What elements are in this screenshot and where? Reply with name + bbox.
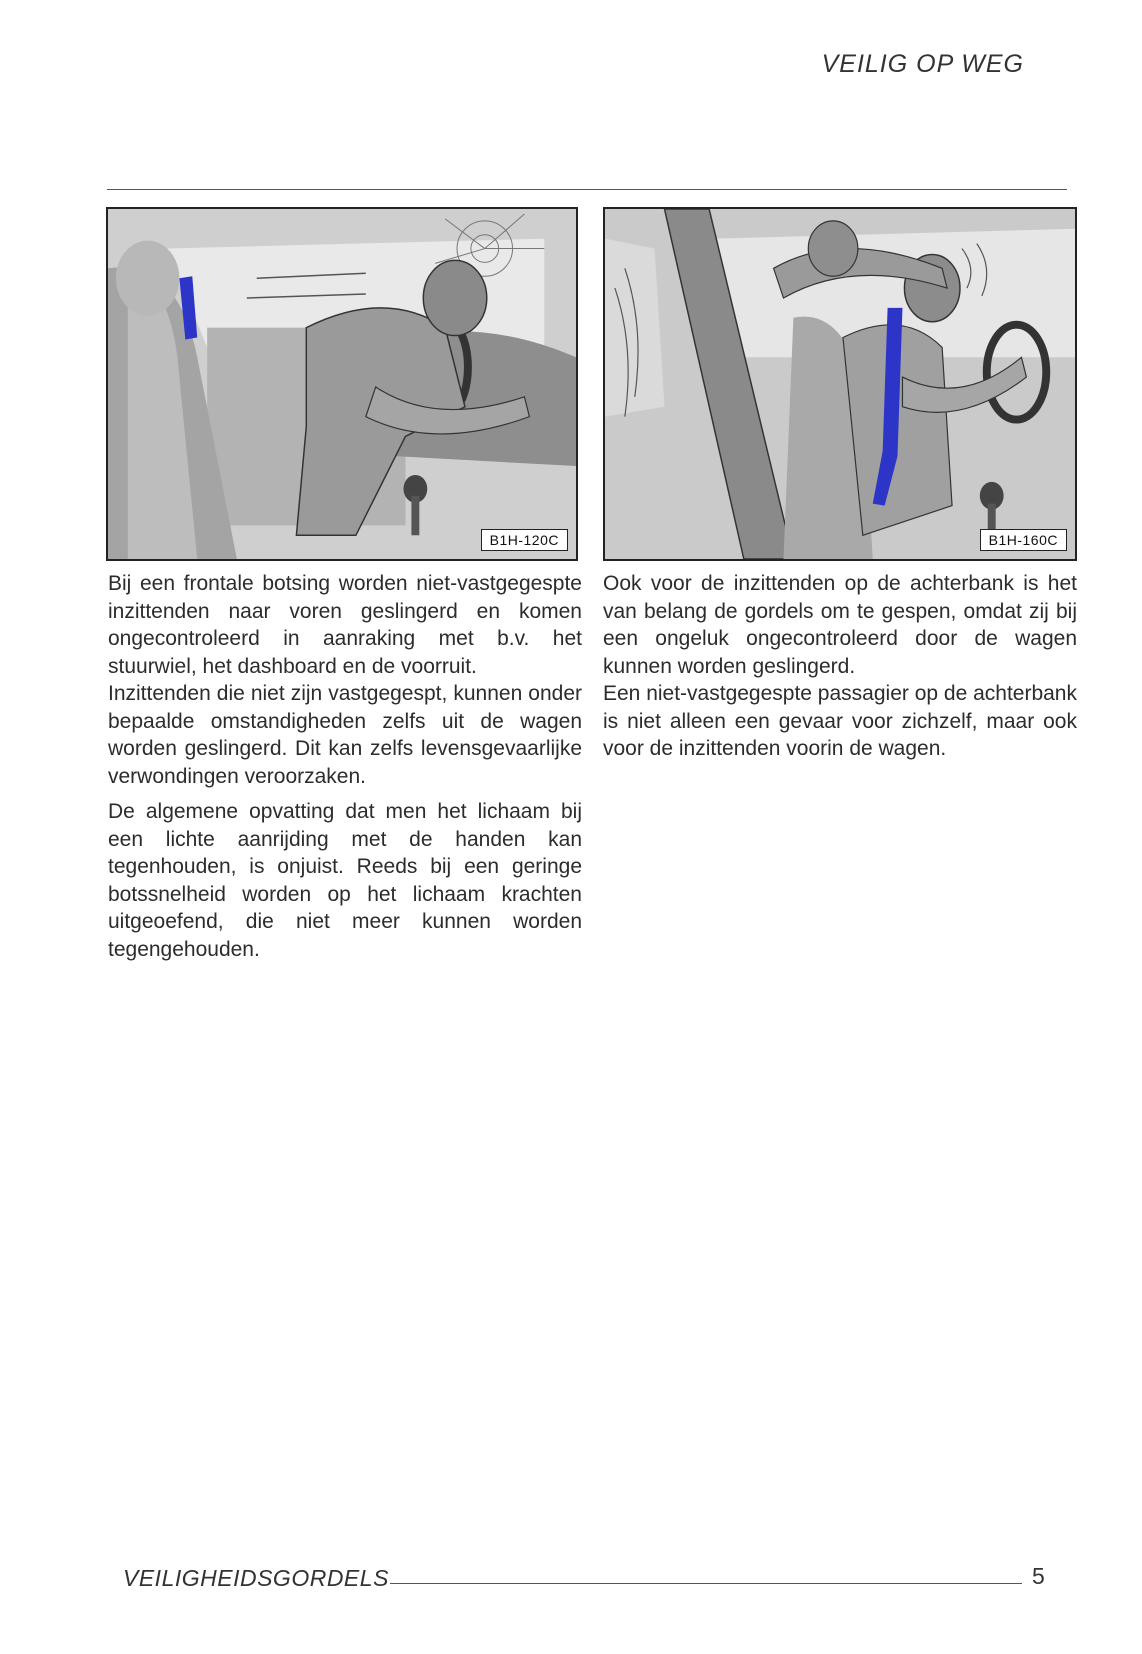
frontal-collision-unbelted-driver-illustration <box>108 209 576 559</box>
figure-rear-passenger <box>603 207 1077 561</box>
section-title: VEILIG OP WEG <box>821 50 1024 78</box>
right-text-column <box>603 570 1077 763</box>
figure-frontal-collision <box>106 207 578 561</box>
left-text-column <box>108 570 582 963</box>
page-number: 5 <box>1032 1563 1045 1589</box>
footer-section-label: VEILIGHEIDSGORDELS <box>123 1565 389 1591</box>
paragraph: De algemene opvatting dat men het lichaam bij een lichte aanrijding met de handen kan tegenhouden, is onjuist. Reeds bij een geringe botssnelheid worden op het lichaam krachten uitgeoefend, die niet meer kunnen worden tegengehouden. <box>108 800 582 961</box>
paragraph: Bij een frontale botsing worden niet-vastgegespte inzittenden naar voren geslingerd en komen ongecontroleerd in aanraking met b.v. het stuurwiel, het dashboard en de voorruit. <box>108 572 582 678</box>
rear-passenger-thrown-forward-illustration <box>605 209 1075 559</box>
header-rule <box>107 189 1067 190</box>
figure-code-label: B1H-160C <box>980 529 1067 551</box>
footer-rule <box>390 1583 1022 1584</box>
paragraph: Een niet-vastgegespte passagier op de achterbank is niet alleen een gevaar voor zichzelf, maar ook voor de inzittenden voorin de wagen. <box>603 682 1077 760</box>
paragraph: Ook voor de inzittenden op de achterbank is het van belang de gordels om te gespen, omdat zij bij een ongeluk ongecontroleerd door de wagen kunnen worden geslingerd. <box>603 572 1077 678</box>
paragraph: Inzittenden die niet zijn vastgegespt, kunnen onder bepaalde omstandigheden zelfs uit de wagen worden geslingerd. Dit kan zelfs levensgevaarlijke verwondingen veroorzaken. <box>108 682 582 788</box>
figure-code-label: B1H-120C <box>481 529 568 551</box>
